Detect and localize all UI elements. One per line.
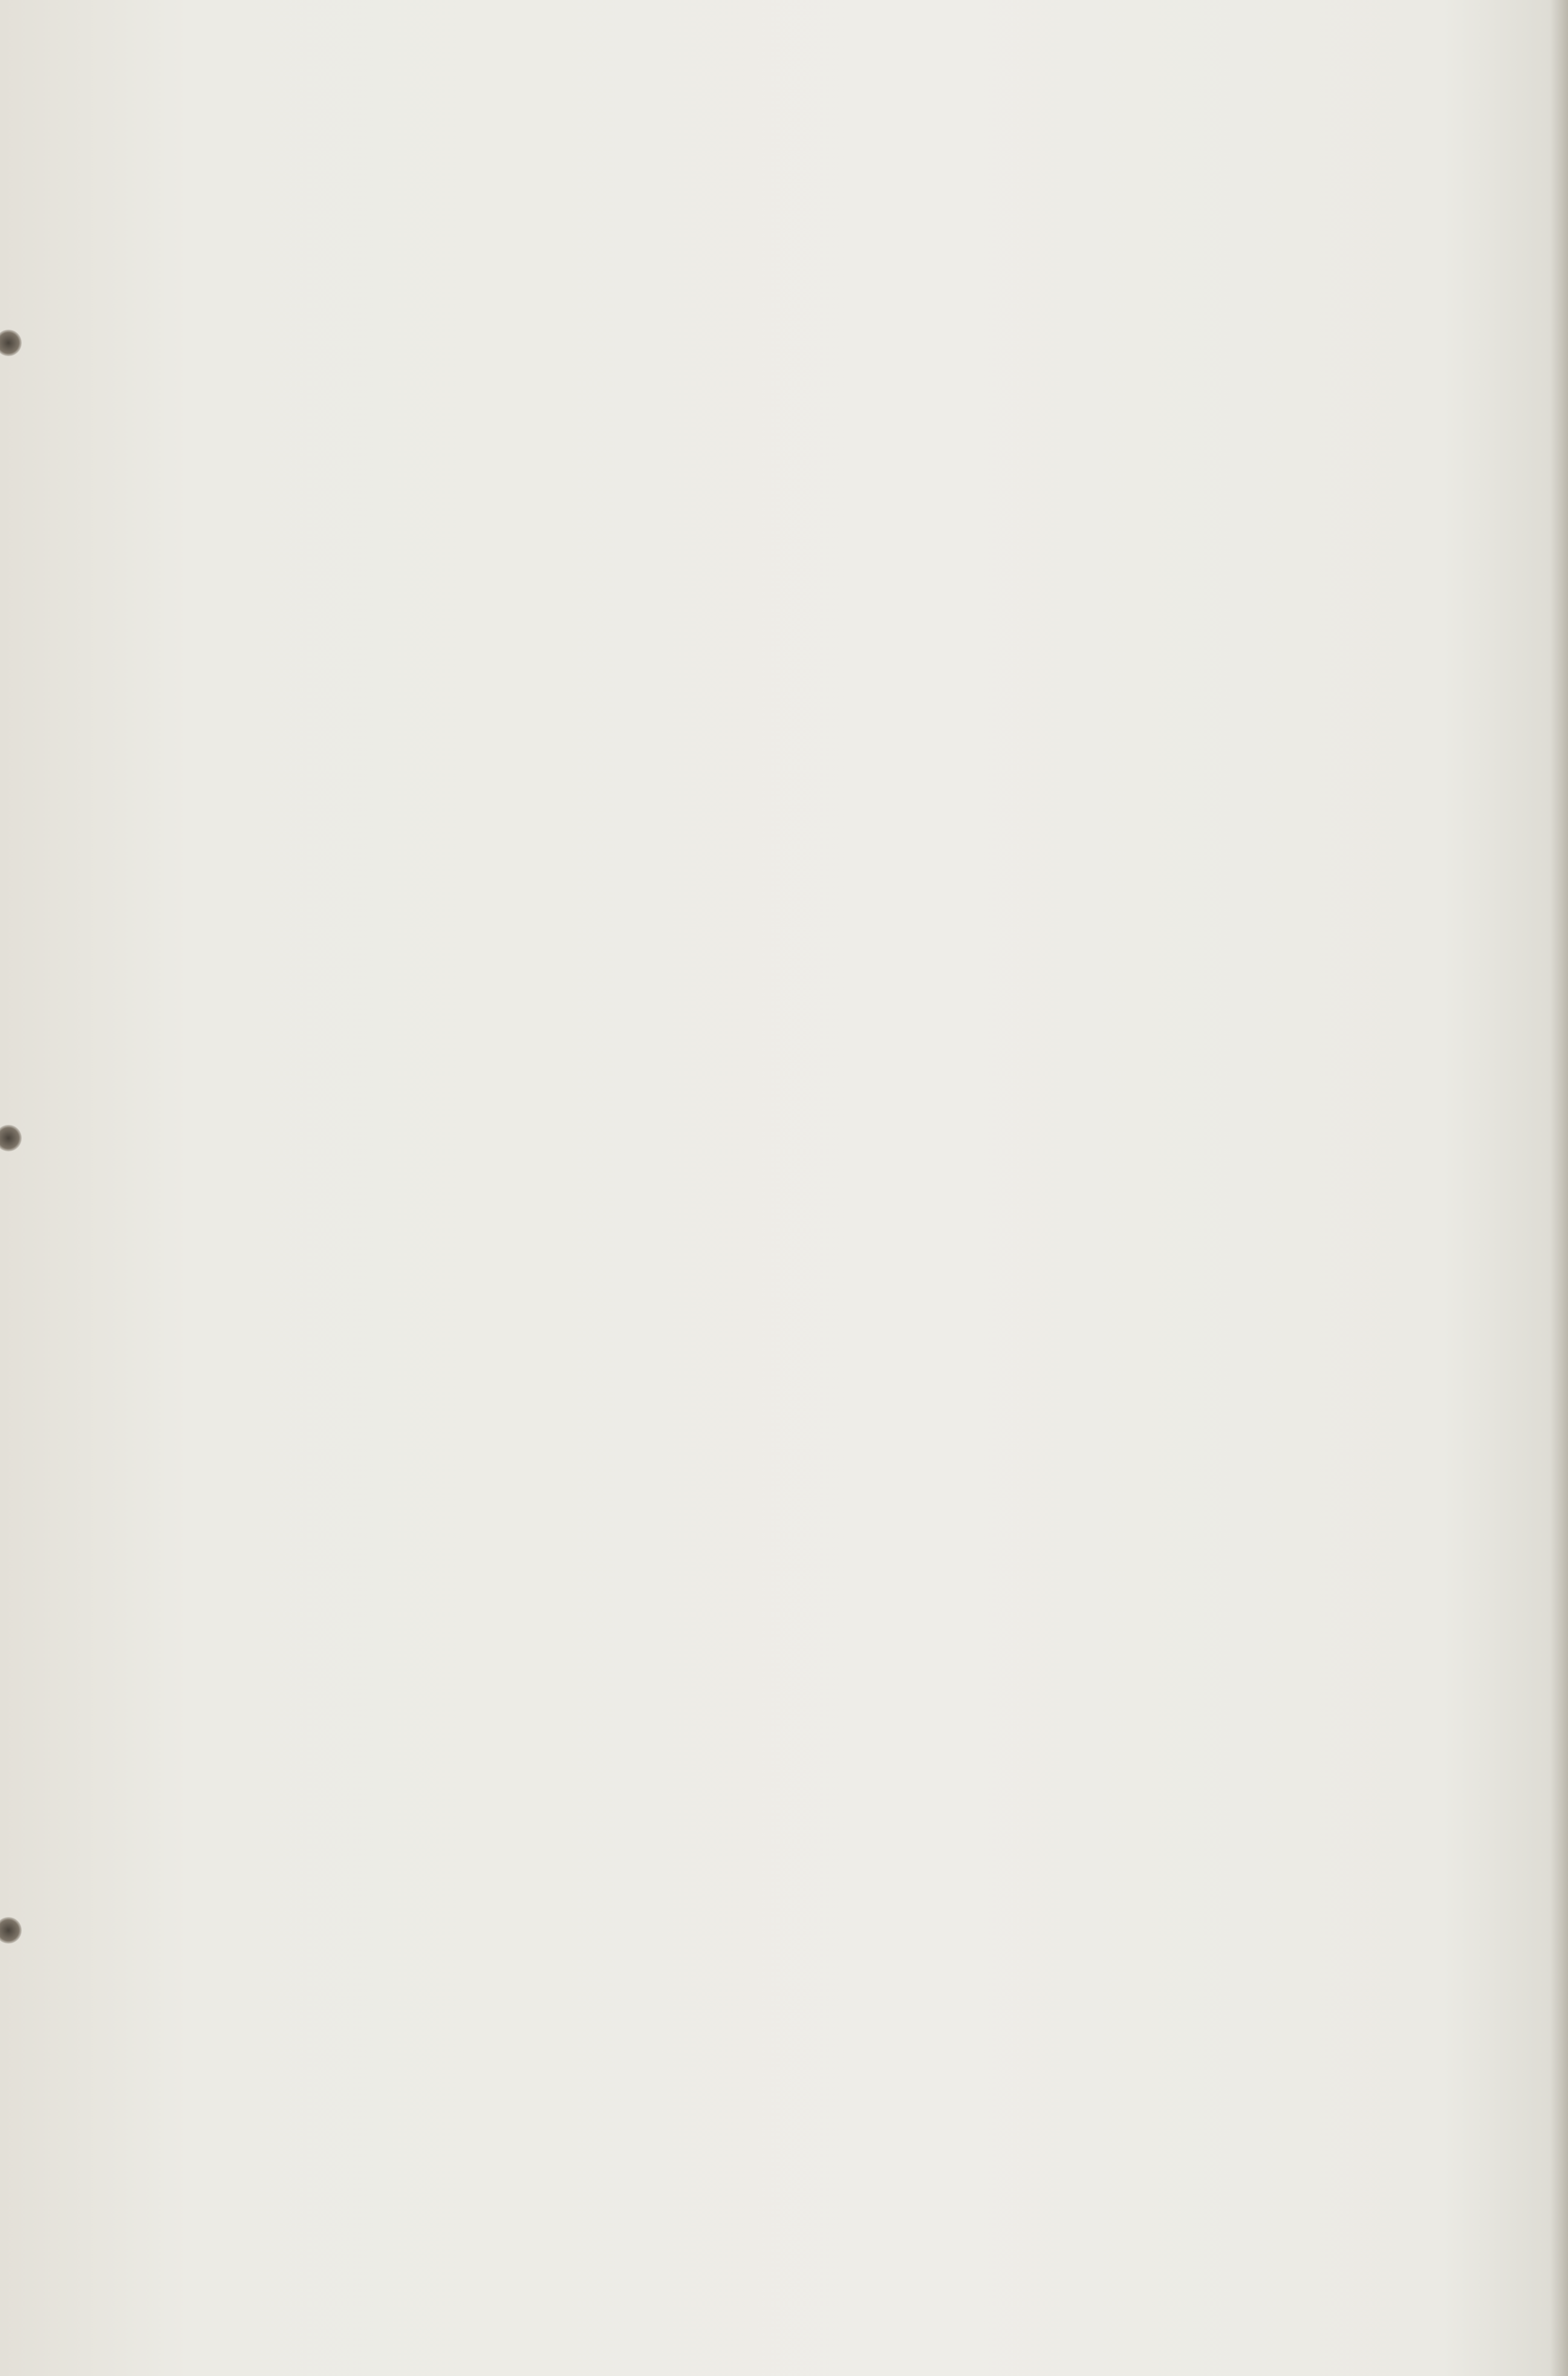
page-edge-shadow: [1550, 0, 1568, 2376]
binding-hole: [0, 330, 22, 356]
binding-hole: [0, 1125, 22, 1151]
binding-hole: [0, 1917, 22, 1944]
